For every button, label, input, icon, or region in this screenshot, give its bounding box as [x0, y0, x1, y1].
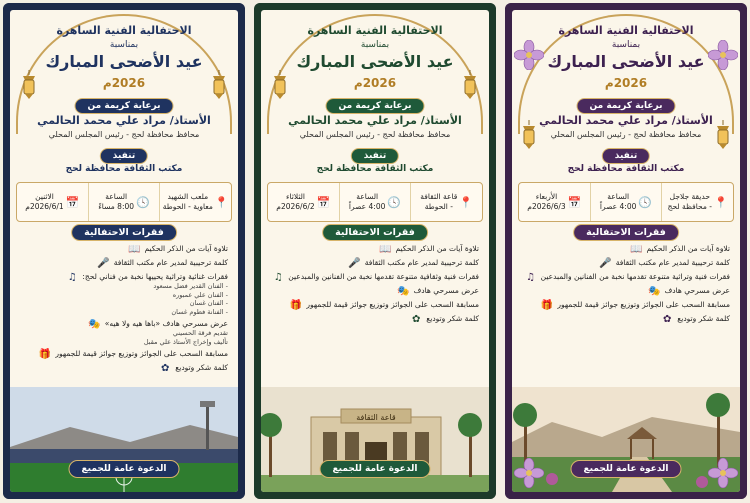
clock-icon: 🕓 [638, 195, 653, 209]
segment-item [271, 314, 479, 325]
segment-text: كلمة ترحيبية لمدير عام مكتب الثقافة [615, 258, 730, 267]
segment-text: فقرات فنية وتراثية متنوعة تقدمها نخبة من الفنانين والمبدعين [540, 272, 730, 281]
segment-text: تلاوة آيات من الذكر الحكيم [395, 244, 479, 253]
segment-text: مسابقة السحب على الجوائز وتوزيع جوائز قيمة للجمهور [306, 300, 479, 309]
segment-text: فقرات غنائية وتراثية يحييها نخبة من فناني لحج: - الفنان القدير فضل مسعود - الفنان علي عمبوره - الفنان غسان - الفنانة فطوم غسان [82, 272, 228, 316]
event-title: الاحتفالية الفنية الساهرة [558, 24, 694, 37]
poster-garden [505, 3, 747, 499]
calendar-icon: 📅 [567, 195, 582, 209]
theater-masks-icon: 🎭 [397, 286, 410, 297]
time-cell [88, 183, 160, 221]
lantern-right-icon [461, 70, 479, 100]
execution-badge: تنفيذ [100, 148, 148, 164]
theater-masks-icon: 🎭 [648, 286, 661, 297]
segments-badge: فقرات الاحتفالية [573, 224, 679, 241]
flower-icon: ✿ [412, 314, 421, 325]
segment-subtext: - الفنان علي عمبوره [172, 290, 228, 299]
venue-cell [159, 183, 231, 221]
event-subtitle: بمناسبة [611, 40, 641, 50]
microphone-icon: 🎤 [599, 258, 612, 269]
building-sign: قاعة الثقافة [356, 413, 396, 422]
flower-top-right-icon [708, 40, 738, 70]
segments-badge: فقرات الاحتفالية [71, 224, 177, 241]
event-subtitle: بمناسبة [109, 40, 139, 50]
event-title: الاحتفالية الفنية الساهرة [56, 24, 192, 37]
segment-item [271, 286, 479, 297]
patronage-badge: برعاية كريمة من [326, 98, 425, 114]
segment-text: كلمة ترحيبية لمدير عام مكتب الثقافة [364, 258, 479, 267]
segment-item [271, 258, 479, 269]
organizer-name: مكتب الثقافة محافظة لحج [567, 164, 685, 174]
book-icon: 📖 [630, 244, 643, 255]
segment-text: عرض مسرحي هادف [664, 286, 730, 295]
segment-item [522, 314, 730, 325]
patronage-badge: برعاية كريمة من [75, 98, 174, 114]
time-line-2: 8:00 مساءً [98, 202, 135, 211]
organizer-name: مكتب الثقافة محافظة لحج [65, 164, 183, 174]
venue-line-1: حديقة جلاجل [669, 192, 710, 201]
segment-text: كلمة شكر وتوديع [426, 314, 479, 323]
segment-subtext: تقديم فرقة الحسيني [172, 329, 228, 337]
segment-item [20, 272, 228, 316]
event-title: الاحتفالية الفنية الساهرة [307, 24, 443, 37]
event-subtitle: بمناسبة [360, 40, 390, 50]
venue-cell [661, 183, 733, 221]
poster-inner [10, 10, 238, 492]
event-info-box [267, 182, 483, 222]
public-invitation-banner: الدعوة عامة للجميع [571, 460, 682, 478]
event-info-box [16, 182, 232, 222]
venue-line-2: معاوية - الحوطة [162, 202, 213, 211]
location-pin-icon: 📍 [214, 195, 229, 209]
occasion-title: عيد الأضحى المبارك [45, 52, 203, 71]
lantern-right-icon [210, 70, 228, 100]
segment-text: كلمة ترحيبية لمدير عام مكتب الثقافة [113, 258, 228, 267]
segments-list [522, 244, 730, 328]
venue-cell [410, 183, 482, 221]
time-line-1: الساعة [607, 192, 630, 201]
segment-item [20, 363, 228, 374]
book-icon: 📖 [128, 244, 141, 255]
segment-item [271, 300, 479, 311]
time-line-1: الساعة [356, 192, 379, 201]
patron-role: محافظ محافظة لحج - رئيس المجلس المحلي [550, 130, 702, 139]
event-info-box [518, 182, 734, 222]
segment-item [522, 244, 730, 255]
venue-line-2: - الحوطة [424, 202, 453, 211]
lantern-left-icon [271, 70, 289, 100]
calendar-icon: 📅 [65, 195, 80, 209]
venue-line-1: قاعة الثقافة [420, 192, 458, 201]
theater-masks-icon: 🎭 [88, 319, 101, 330]
date-line-1: الأربعاء [535, 192, 558, 201]
music-note-icon: ♫ [67, 272, 77, 283]
book-icon: 📖 [379, 244, 392, 255]
year-label: 2026م [353, 76, 397, 90]
year-label: 2026م [604, 76, 648, 90]
lantern-left-icon [520, 120, 538, 150]
time-line-2: 4:00 عصراً [348, 202, 386, 211]
clock-icon: 🕓 [136, 195, 150, 209]
microphone-icon: 🎤 [348, 258, 361, 269]
patron-name: الأستاذ/ مراد علي محمد الحالمي [288, 114, 462, 127]
date-cell [268, 183, 339, 221]
segment-text: فقرات فنية وثقافية متنوعة تقدمها نخبة من الفنانين والمبدعين [288, 272, 479, 281]
segment-text: مسابقة السحب على الجوائز وتوزيع جوائز قيمة للجمهور [55, 349, 228, 358]
flower-icon: ✿ [161, 363, 170, 374]
segment-item [20, 258, 228, 269]
time-line-2: 4:00 عصراً [599, 202, 637, 211]
segments-list [271, 244, 479, 328]
organizer-name: مكتب الثقافة محافظة لحج [316, 164, 434, 174]
music-note-icon: ♫ [273, 272, 283, 283]
flower-bottom-right-icon [708, 458, 738, 488]
segment-text: عرض مسرحي هادف «باها هيه ولا هيه» تقديم فرقة الحسيني تأليف وإخراج الأستاذ علي مقبل [104, 319, 228, 346]
location-pin-icon: 📍 [714, 195, 728, 209]
patron-name: الأستاذ/ مراد علي محمد الحالمي [539, 114, 713, 127]
venue-line-1: ملعب الشهيد [167, 192, 209, 201]
date-line-2: 2026/6/3م [527, 202, 566, 211]
segment-text: تلاوة آيات من الذكر الحكيم [144, 244, 228, 253]
public-invitation-banner: الدعوة عامة للجميع [320, 460, 431, 478]
patron-role: محافظ محافظة لحج - رئيس المجلس المحلي [299, 130, 451, 139]
date-cell [519, 183, 590, 221]
lantern-right-icon [714, 120, 732, 150]
date-line-2: 2026/6/1م [25, 202, 64, 211]
year-label: 2026م [102, 76, 146, 90]
segment-text: عرض مسرحي هادف [413, 286, 479, 295]
segments-list [20, 244, 228, 377]
poster-inner [261, 10, 489, 492]
music-note-icon: ♫ [526, 272, 536, 283]
gift-icon: 🎁 [289, 300, 303, 311]
segment-item [522, 286, 730, 297]
flower-top-left-icon [514, 40, 544, 70]
lantern-left-icon [20, 70, 38, 100]
time-line-1: الساعة [105, 192, 128, 201]
segment-subtext: تأليف وإخراج الأستاذ علي مقبل [143, 337, 228, 346]
patronage-badge: برعاية كريمة من [577, 98, 676, 114]
segment-item [20, 319, 228, 346]
poster-culture-hall [254, 3, 496, 499]
date-line-1: الاثنين [35, 192, 54, 201]
segment-text: كلمة شكر وتوديع [175, 363, 228, 372]
date-line-1: الثلاثاء [285, 192, 305, 201]
segment-item [20, 349, 228, 360]
occasion-title: عيد الأضحى المبارك [296, 52, 454, 71]
occasion-title: عيد الأضحى المبارك [547, 52, 705, 71]
segment-item [271, 272, 479, 283]
venue-line-2: - محافظة لحج [667, 202, 712, 211]
public-invitation-banner: الدعوة عامة للجميع [69, 460, 180, 478]
execution-badge: تنفيذ [351, 148, 399, 164]
segment-text: تلاوة آيات من الذكر الحكيم [646, 244, 730, 253]
gift-icon: 🎁 [540, 300, 554, 311]
segment-subtext: - الفنانة فطوم غسان [171, 307, 228, 316]
segment-item [20, 244, 228, 255]
segment-text: مسابقة السحب على الجوائز وتوزيع جوائز قيمة للجمهور [557, 300, 730, 309]
location-pin-icon: 📍 [459, 195, 474, 209]
calendar-icon: 📅 [316, 195, 331, 209]
segment-subtext: - الفنان القدير فضل مسعود [153, 282, 228, 290]
date-line-2: 2026/6/2م [276, 202, 315, 211]
poster-inner [512, 10, 740, 492]
segment-text: كلمة شكر وتوديع [677, 314, 730, 323]
patron-role: محافظ محافظة لحج - رئيس المجلس المحلي [48, 130, 200, 139]
poster-stadium [3, 3, 245, 499]
time-cell [339, 183, 411, 221]
segment-subtext: - الفنان غسان [189, 299, 228, 307]
microphone-icon: 🎤 [97, 258, 110, 269]
segment-item [271, 244, 479, 255]
flower-icon: ✿ [663, 314, 672, 325]
patron-name: الأستاذ/ مراد علي محمد الحالمي [37, 114, 211, 127]
gift-icon: 🎁 [38, 349, 52, 360]
date-cell [17, 183, 88, 221]
segment-item [522, 272, 730, 283]
time-cell [590, 183, 662, 221]
clock-icon: 🕓 [387, 195, 402, 209]
segments-badge: فقرات الاحتفالية [322, 224, 428, 241]
segment-item [522, 258, 730, 269]
flower-bottom-left-icon [514, 458, 544, 488]
execution-badge: تنفيذ [602, 148, 650, 164]
segment-item [522, 300, 730, 311]
